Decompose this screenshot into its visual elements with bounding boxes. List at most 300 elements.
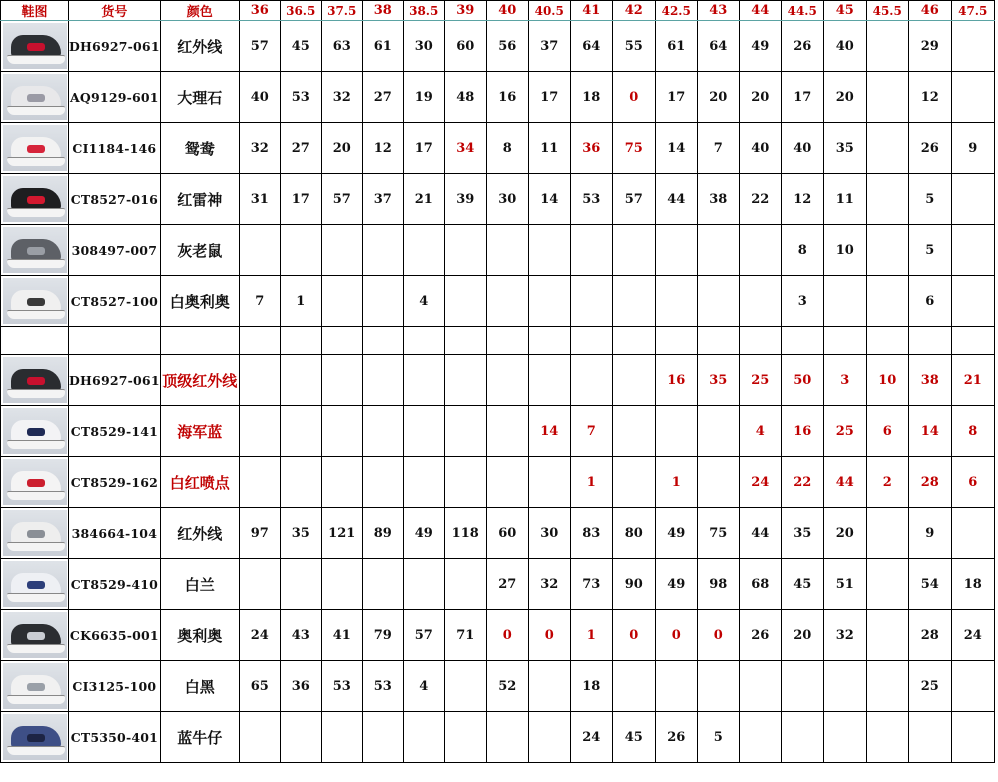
stock-cell: 5 bbox=[908, 225, 951, 276]
shoe-sole bbox=[7, 389, 65, 398]
shoe-image-cell bbox=[1, 457, 69, 508]
empty-cell bbox=[951, 327, 994, 355]
stock-cell bbox=[280, 712, 321, 763]
shoe-accent bbox=[27, 530, 45, 538]
colorway-name: 白红喷点 bbox=[160, 457, 239, 508]
stock-cell: 27 bbox=[280, 123, 321, 174]
shoe-image-cell bbox=[1, 661, 69, 712]
stock-cell bbox=[528, 225, 570, 276]
stock-cell bbox=[362, 225, 403, 276]
stock-cell bbox=[866, 610, 908, 661]
stock-cell: 37 bbox=[362, 174, 403, 225]
stock-cell bbox=[528, 712, 570, 763]
stock-cell bbox=[362, 559, 403, 610]
stock-cell: 0 bbox=[612, 610, 655, 661]
stock-cell bbox=[362, 276, 403, 327]
shoe-sole bbox=[7, 106, 65, 115]
stock-cell: 65 bbox=[239, 661, 280, 712]
stock-cell: 12 bbox=[908, 72, 951, 123]
header-size: 40.5 bbox=[528, 1, 570, 21]
stock-cell: 83 bbox=[570, 508, 612, 559]
stock-cell bbox=[951, 508, 994, 559]
stock-cell bbox=[612, 406, 655, 457]
empty-cell bbox=[280, 327, 321, 355]
stock-cell: 4 bbox=[739, 406, 781, 457]
empty-cell bbox=[239, 327, 280, 355]
shoe-thumbnail bbox=[3, 714, 67, 760]
shoe-image-cell bbox=[1, 225, 69, 276]
stock-cell: 9 bbox=[951, 123, 994, 174]
stock-cell bbox=[951, 174, 994, 225]
empty-cell bbox=[1, 327, 69, 355]
table-row bbox=[1, 559, 995, 610]
stock-cell bbox=[866, 72, 908, 123]
shoe-thumbnail bbox=[3, 125, 67, 171]
stock-cell bbox=[612, 276, 655, 327]
header-size: 47.5 bbox=[951, 1, 994, 21]
shoe-accent bbox=[27, 428, 45, 436]
stock-cell bbox=[697, 457, 739, 508]
empty-cell bbox=[160, 327, 239, 355]
stock-cell bbox=[866, 123, 908, 174]
stock-cell bbox=[655, 225, 697, 276]
stock-cell: 50 bbox=[781, 355, 823, 406]
stock-cell: 9 bbox=[908, 508, 951, 559]
empty-cell bbox=[403, 327, 444, 355]
stock-cell bbox=[739, 276, 781, 327]
stock-cell: 5 bbox=[908, 174, 951, 225]
stock-cell: 64 bbox=[697, 21, 739, 72]
stock-cell: 45 bbox=[612, 712, 655, 763]
product-code: 384664-104 bbox=[69, 508, 161, 559]
shoe-accent bbox=[27, 145, 45, 153]
stock-cell: 17 bbox=[528, 72, 570, 123]
stock-cell: 3 bbox=[781, 276, 823, 327]
stock-cell bbox=[823, 712, 866, 763]
shoe-thumbnail bbox=[3, 278, 67, 324]
shoe-image-cell bbox=[1, 174, 69, 225]
colorway-name: 海军蓝 bbox=[160, 406, 239, 457]
header-row bbox=[1, 1, 995, 21]
stock-cell: 7 bbox=[697, 123, 739, 174]
stock-cell bbox=[697, 276, 739, 327]
header-size: 42.5 bbox=[655, 1, 697, 21]
stock-cell: 80 bbox=[612, 508, 655, 559]
stock-cell bbox=[866, 276, 908, 327]
shoe-image-cell bbox=[1, 508, 69, 559]
stock-cell: 21 bbox=[951, 355, 994, 406]
stock-cell: 29 bbox=[908, 21, 951, 72]
stock-cell: 10 bbox=[823, 225, 866, 276]
shoe-image-cell bbox=[1, 712, 69, 763]
stock-cell: 1 bbox=[570, 457, 612, 508]
stock-cell: 55 bbox=[612, 21, 655, 72]
table-row bbox=[1, 661, 995, 712]
stock-cell: 56 bbox=[486, 21, 528, 72]
table-row bbox=[1, 123, 995, 174]
stock-cell bbox=[486, 225, 528, 276]
stock-cell: 12 bbox=[362, 123, 403, 174]
table-row bbox=[1, 355, 995, 406]
stock-cell: 24 bbox=[739, 457, 781, 508]
colorway-name: 红外线 bbox=[160, 21, 239, 72]
shoe-image-cell bbox=[1, 72, 69, 123]
stock-cell: 26 bbox=[739, 610, 781, 661]
stock-cell: 32 bbox=[528, 559, 570, 610]
stock-cell: 21 bbox=[403, 174, 444, 225]
stock-cell: 34 bbox=[444, 123, 486, 174]
empty-cell bbox=[486, 327, 528, 355]
stock-cell: 53 bbox=[280, 72, 321, 123]
stock-cell bbox=[321, 225, 362, 276]
product-code: CK6635-001 bbox=[69, 610, 161, 661]
stock-cell bbox=[321, 712, 362, 763]
stock-cell bbox=[444, 276, 486, 327]
header-size: 36 bbox=[239, 1, 280, 21]
stock-cell: 20 bbox=[823, 508, 866, 559]
stock-cell: 32 bbox=[239, 123, 280, 174]
stock-cell: 118 bbox=[444, 508, 486, 559]
stock-cell: 6 bbox=[866, 406, 908, 457]
shoe-thumbnail bbox=[3, 510, 67, 556]
colorway-name: 白奥利奥 bbox=[160, 276, 239, 327]
stock-cell bbox=[239, 457, 280, 508]
stock-cell: 71 bbox=[444, 610, 486, 661]
stock-cell bbox=[403, 406, 444, 457]
shoe-sole bbox=[7, 746, 65, 755]
shoe-thumbnail bbox=[3, 663, 67, 709]
product-code: CT5350-401 bbox=[69, 712, 161, 763]
stock-cell: 28 bbox=[908, 457, 951, 508]
colorway-name: 大理石 bbox=[160, 72, 239, 123]
table-row bbox=[1, 174, 995, 225]
stock-cell: 57 bbox=[239, 21, 280, 72]
stock-cell: 35 bbox=[280, 508, 321, 559]
stock-cell: 17 bbox=[280, 174, 321, 225]
stock-cell: 53 bbox=[570, 174, 612, 225]
stock-cell: 68 bbox=[739, 559, 781, 610]
shoe-thumbnail bbox=[3, 408, 67, 454]
stock-cell: 49 bbox=[655, 559, 697, 610]
stock-cell: 40 bbox=[739, 123, 781, 174]
shoe-image-cell bbox=[1, 406, 69, 457]
stock-cell bbox=[866, 712, 908, 763]
product-code: CT8529-141 bbox=[69, 406, 161, 457]
stock-cell: 25 bbox=[823, 406, 866, 457]
shoe-sole bbox=[7, 157, 65, 166]
stock-cell bbox=[444, 406, 486, 457]
stock-cell: 98 bbox=[697, 559, 739, 610]
stock-cell: 25 bbox=[739, 355, 781, 406]
stock-cell: 57 bbox=[612, 174, 655, 225]
shoe-thumbnail bbox=[3, 459, 67, 505]
stock-cell bbox=[486, 355, 528, 406]
stock-cell: 18 bbox=[570, 72, 612, 123]
table-row bbox=[1, 225, 995, 276]
colorway-name: 蓝牛仔 bbox=[160, 712, 239, 763]
stock-cell: 48 bbox=[444, 72, 486, 123]
stock-cell bbox=[280, 559, 321, 610]
stock-cell: 61 bbox=[362, 21, 403, 72]
stock-cell: 35 bbox=[781, 508, 823, 559]
stock-cell: 26 bbox=[908, 123, 951, 174]
header-image: 鞋图 bbox=[1, 1, 69, 21]
stock-cell: 57 bbox=[321, 174, 362, 225]
stock-cell bbox=[239, 712, 280, 763]
empty-cell bbox=[528, 327, 570, 355]
stock-cell: 49 bbox=[739, 21, 781, 72]
stock-cell bbox=[239, 225, 280, 276]
stock-cell bbox=[866, 559, 908, 610]
header-code: 货号 bbox=[69, 1, 161, 21]
stock-cell bbox=[866, 225, 908, 276]
shoe-sole bbox=[7, 55, 65, 64]
shoe-sole bbox=[7, 259, 65, 268]
colorway-name: 红雷神 bbox=[160, 174, 239, 225]
table-row bbox=[1, 406, 995, 457]
stock-cell: 54 bbox=[908, 559, 951, 610]
stock-cell bbox=[444, 661, 486, 712]
stock-cell: 0 bbox=[528, 610, 570, 661]
stock-cell bbox=[321, 457, 362, 508]
stock-cell: 45 bbox=[280, 21, 321, 72]
shoe-accent bbox=[27, 196, 45, 204]
stock-cell: 53 bbox=[362, 661, 403, 712]
stock-cell bbox=[697, 225, 739, 276]
stock-cell: 14 bbox=[655, 123, 697, 174]
stock-cell: 22 bbox=[739, 174, 781, 225]
stock-cell: 17 bbox=[403, 123, 444, 174]
product-code: 308497-007 bbox=[69, 225, 161, 276]
empty-cell bbox=[69, 327, 161, 355]
stock-cell: 38 bbox=[697, 174, 739, 225]
stock-cell bbox=[739, 225, 781, 276]
stock-cell bbox=[362, 712, 403, 763]
stock-cell: 121 bbox=[321, 508, 362, 559]
stock-cell: 1 bbox=[655, 457, 697, 508]
stock-cell: 44 bbox=[739, 508, 781, 559]
shoe-image-cell bbox=[1, 123, 69, 174]
stock-cell: 20 bbox=[697, 72, 739, 123]
shoe-sole bbox=[7, 695, 65, 704]
shoe-thumbnail bbox=[3, 176, 67, 222]
shoe-thumbnail bbox=[3, 612, 67, 658]
shoe-image-cell bbox=[1, 21, 69, 72]
stock-cell: 89 bbox=[362, 508, 403, 559]
stock-cell: 36 bbox=[570, 123, 612, 174]
stock-cell bbox=[403, 225, 444, 276]
product-code: AQ9129-601 bbox=[69, 72, 161, 123]
stock-cell bbox=[528, 355, 570, 406]
stock-cell bbox=[697, 661, 739, 712]
shoe-sole bbox=[7, 491, 65, 500]
stock-cell bbox=[655, 661, 697, 712]
stock-cell bbox=[612, 225, 655, 276]
stock-cell bbox=[908, 712, 951, 763]
stock-cell bbox=[403, 355, 444, 406]
stock-cell: 52 bbox=[486, 661, 528, 712]
stock-cell bbox=[528, 276, 570, 327]
empty-cell bbox=[908, 327, 951, 355]
shoe-sole bbox=[7, 310, 65, 319]
table-row bbox=[1, 610, 995, 661]
header-size: 37.5 bbox=[321, 1, 362, 21]
product-code: DH6927-061 bbox=[69, 21, 161, 72]
table-row bbox=[1, 21, 995, 72]
stock-cell bbox=[823, 661, 866, 712]
header-size: 42 bbox=[612, 1, 655, 21]
colorway-name: 白黑 bbox=[160, 661, 239, 712]
stock-cell bbox=[612, 661, 655, 712]
stock-cell bbox=[362, 355, 403, 406]
stock-cell bbox=[823, 276, 866, 327]
product-code: CT8527-100 bbox=[69, 276, 161, 327]
stock-cell bbox=[951, 72, 994, 123]
stock-cell: 24 bbox=[951, 610, 994, 661]
table-body bbox=[1, 21, 995, 763]
stock-cell: 20 bbox=[739, 72, 781, 123]
stock-cell: 1 bbox=[570, 610, 612, 661]
header-color: 颜色 bbox=[160, 1, 239, 21]
stock-cell: 16 bbox=[486, 72, 528, 123]
stock-cell: 75 bbox=[697, 508, 739, 559]
shoe-thumbnail bbox=[3, 561, 67, 607]
table-row bbox=[1, 508, 995, 559]
stock-cell: 18 bbox=[951, 559, 994, 610]
empty-cell bbox=[739, 327, 781, 355]
stock-cell: 0 bbox=[655, 610, 697, 661]
colorway-name: 奥利奥 bbox=[160, 610, 239, 661]
stock-cell: 20 bbox=[321, 123, 362, 174]
stock-cell bbox=[781, 661, 823, 712]
stock-cell: 7 bbox=[570, 406, 612, 457]
stock-cell: 32 bbox=[321, 72, 362, 123]
stock-cell: 49 bbox=[655, 508, 697, 559]
stock-cell bbox=[321, 276, 362, 327]
shoe-image-cell bbox=[1, 559, 69, 610]
empty-cell bbox=[362, 327, 403, 355]
header-size: 45.5 bbox=[866, 1, 908, 21]
stock-cell bbox=[486, 457, 528, 508]
shoe-sole bbox=[7, 593, 65, 602]
stock-cell: 25 bbox=[908, 661, 951, 712]
stock-cell: 0 bbox=[612, 72, 655, 123]
table-row bbox=[1, 712, 995, 763]
shoe-accent bbox=[27, 43, 45, 51]
stock-cell: 8 bbox=[781, 225, 823, 276]
stock-cell: 30 bbox=[528, 508, 570, 559]
empty-cell bbox=[444, 327, 486, 355]
stock-cell: 40 bbox=[239, 72, 280, 123]
stock-cell: 43 bbox=[280, 610, 321, 661]
stock-cell bbox=[444, 225, 486, 276]
stock-cell bbox=[280, 406, 321, 457]
stock-cell bbox=[486, 712, 528, 763]
stock-cell bbox=[362, 406, 403, 457]
stock-cell: 0 bbox=[697, 610, 739, 661]
stock-cell: 14 bbox=[528, 174, 570, 225]
stock-cell: 36 bbox=[280, 661, 321, 712]
product-code: CI3125-100 bbox=[69, 661, 161, 712]
stock-cell bbox=[444, 712, 486, 763]
stock-cell bbox=[655, 406, 697, 457]
stock-cell: 37 bbox=[528, 21, 570, 72]
stock-cell: 20 bbox=[781, 610, 823, 661]
shoe-thumbnail bbox=[3, 227, 67, 273]
shoe-image-cell bbox=[1, 610, 69, 661]
stock-cell: 51 bbox=[823, 559, 866, 610]
stock-cell bbox=[280, 225, 321, 276]
stock-cell: 44 bbox=[823, 457, 866, 508]
stock-cell bbox=[951, 225, 994, 276]
stock-cell: 24 bbox=[239, 610, 280, 661]
stock-cell: 2 bbox=[866, 457, 908, 508]
stock-cell: 16 bbox=[655, 355, 697, 406]
stock-cell: 20 bbox=[823, 72, 866, 123]
stock-cell bbox=[486, 406, 528, 457]
stock-cell: 24 bbox=[570, 712, 612, 763]
stock-cell bbox=[239, 559, 280, 610]
product-code: CT8529-162 bbox=[69, 457, 161, 508]
stock-cell: 7 bbox=[239, 276, 280, 327]
stock-cell: 27 bbox=[362, 72, 403, 123]
header-size: 39 bbox=[444, 1, 486, 21]
table-row bbox=[1, 457, 995, 508]
stock-cell: 35 bbox=[823, 123, 866, 174]
stock-cell bbox=[739, 712, 781, 763]
shoe-image-cell bbox=[1, 355, 69, 406]
stock-cell bbox=[866, 508, 908, 559]
stock-cell: 40 bbox=[781, 123, 823, 174]
stock-cell: 0 bbox=[486, 610, 528, 661]
stock-cell: 26 bbox=[655, 712, 697, 763]
stock-cell: 22 bbox=[781, 457, 823, 508]
shoe-accent bbox=[27, 479, 45, 487]
stock-cell: 30 bbox=[486, 174, 528, 225]
stock-cell bbox=[280, 355, 321, 406]
stock-cell bbox=[951, 712, 994, 763]
shoe-accent bbox=[27, 734, 45, 742]
shoe-thumbnail bbox=[3, 357, 67, 403]
stock-cell: 14 bbox=[908, 406, 951, 457]
shoe-sole bbox=[7, 208, 65, 217]
colorway-name: 白兰 bbox=[160, 559, 239, 610]
stock-cell: 5 bbox=[697, 712, 739, 763]
stock-cell: 31 bbox=[239, 174, 280, 225]
stock-cell: 90 bbox=[612, 559, 655, 610]
stock-cell bbox=[570, 225, 612, 276]
header-size: 40 bbox=[486, 1, 528, 21]
stock-cell bbox=[866, 21, 908, 72]
stock-cell: 16 bbox=[781, 406, 823, 457]
header-size: 43 bbox=[697, 1, 739, 21]
shoe-accent bbox=[27, 377, 45, 385]
stock-cell: 41 bbox=[321, 610, 362, 661]
stock-cell bbox=[321, 355, 362, 406]
stock-cell: 64 bbox=[570, 21, 612, 72]
stock-cell bbox=[362, 457, 403, 508]
stock-cell: 38 bbox=[908, 355, 951, 406]
empty-cell bbox=[781, 327, 823, 355]
empty-cell bbox=[697, 327, 739, 355]
stock-cell bbox=[486, 276, 528, 327]
stock-cell: 97 bbox=[239, 508, 280, 559]
stock-cell bbox=[739, 661, 781, 712]
stock-cell bbox=[239, 406, 280, 457]
stock-cell bbox=[951, 21, 994, 72]
stock-cell bbox=[866, 661, 908, 712]
header-size: 41 bbox=[570, 1, 612, 21]
